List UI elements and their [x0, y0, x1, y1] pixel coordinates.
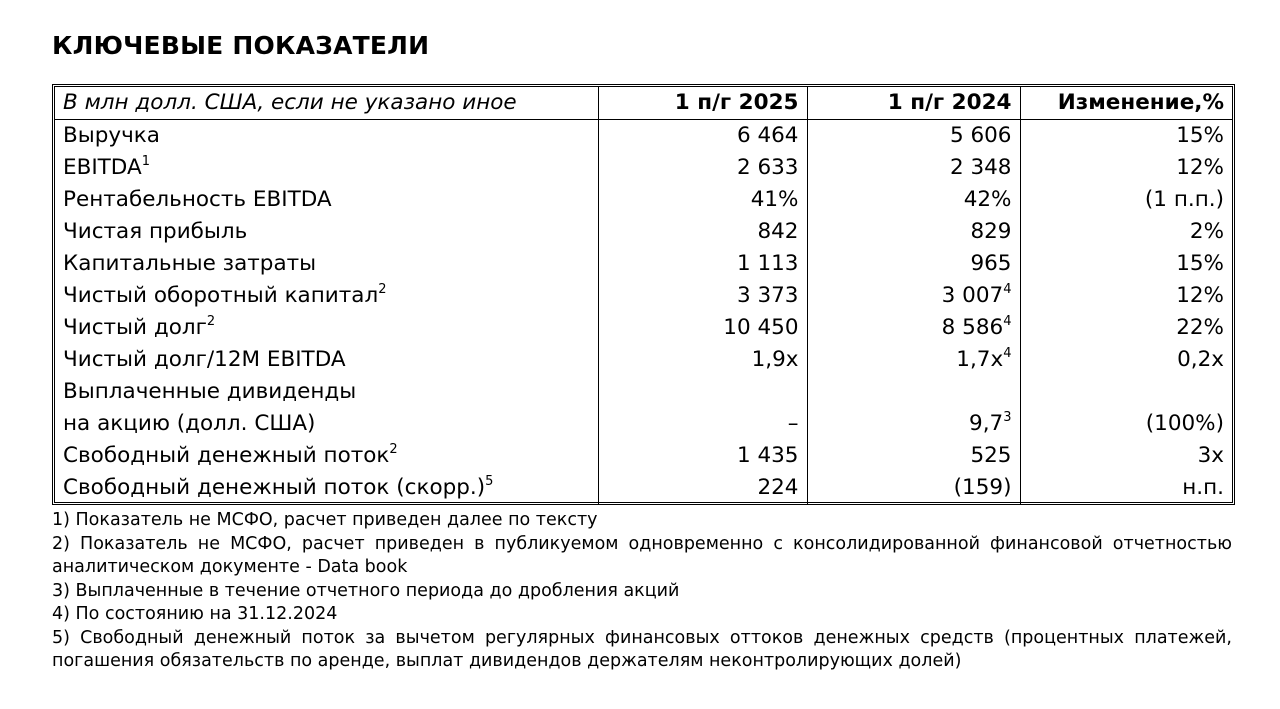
row-label-line2: на акцию (долл. США) [63, 411, 316, 436]
footnote-ref: 2 [378, 282, 387, 297]
row-label [55, 472, 598, 504]
value-2024: 829 [807, 216, 1020, 248]
header-units-label: В млн долл. США, если не указано иное [55, 87, 598, 120]
value-2024 [807, 344, 1020, 376]
value-2025: 224 [598, 472, 807, 504]
row-label-text: Чистая прибыль [63, 219, 248, 244]
value-2025: – [598, 408, 807, 440]
table-row [55, 280, 1232, 312]
value-2024-empty [807, 376, 1020, 408]
value-2024: (159) [807, 472, 1020, 504]
table-row [55, 152, 1232, 184]
row-label [55, 440, 598, 472]
footnote-ref: 2 [389, 442, 398, 457]
value-2025: 1 113 [598, 248, 807, 280]
row-label-text: Капитальные затраты [63, 251, 317, 276]
value-change: н.п. [1020, 472, 1232, 504]
value-change: 12% [1020, 280, 1232, 312]
row-label-text: Чистый долг/12M EBITDA [63, 347, 346, 372]
value-2025: 41% [598, 184, 807, 216]
value-text: 9,7 [969, 411, 1004, 436]
value-2025: 1,9x [598, 344, 807, 376]
footnote-ref: 2 [206, 314, 216, 329]
value-2025: 2 633 [598, 152, 807, 184]
row-label-text: Чистый долг [63, 315, 207, 340]
value-2025-empty [598, 376, 807, 408]
value-text: 1,7x [956, 347, 1004, 372]
value-change: (1 п.п.) [1020, 184, 1232, 216]
footnote-ref: 4 [1003, 282, 1012, 297]
table-row [55, 120, 1232, 153]
footnote-1: 1) Показатель не МСФО, расчет приведен далее по тексту [52, 510, 598, 530]
row-label [55, 216, 598, 248]
table-row [55, 472, 1232, 504]
table-header-row [55, 87, 1232, 120]
row-label [55, 248, 598, 280]
footnote-ref: 1 [141, 154, 150, 169]
value-2025: 6 464 [598, 120, 807, 153]
footnote-ref: 5 [485, 474, 494, 489]
header-col-2025: 1 п/г 2025 [598, 87, 807, 120]
table-row [55, 408, 1232, 440]
value-change: 15% [1020, 248, 1232, 280]
table-row [55, 216, 1232, 248]
value-text: 3 007 [941, 283, 1004, 308]
value-change: 22% [1020, 312, 1232, 344]
value-2025: 10 450 [598, 312, 807, 344]
value-change: 2% [1020, 216, 1232, 248]
row-label-text: Свободный денежный поток (скорр.) [63, 475, 486, 500]
value-change: 15% [1020, 120, 1232, 153]
footnotes [52, 509, 1232, 674]
row-label [55, 312, 598, 344]
footnote-ref: 4 [1003, 346, 1012, 361]
value-2024: 42% [807, 184, 1020, 216]
row-label-text: EBITDA [63, 155, 142, 180]
table-row [55, 376, 1232, 408]
footnote-4: 4) По состоянию на 31.12.2024 [52, 604, 338, 624]
header-col-change: Изменение,% [1020, 87, 1232, 120]
value-2025: 3 373 [598, 280, 807, 312]
footnote-ref: 3 [1003, 410, 1012, 425]
value-change: 3x [1020, 440, 1232, 472]
table-row [55, 344, 1232, 376]
footnote-ref: 4 [1003, 314, 1012, 329]
footnote-5: 5) Свободный денежный поток за вычетом регулярных финансовых оттоков денежных средств (процентных платежей, погашения обязательств по аренде, выплат дивидендов держателям неконтролирующих долей) [52, 627, 1232, 671]
row-label-text: Выручка [63, 123, 160, 148]
key-metrics-table [52, 84, 1235, 505]
value-2025: 1 435 [598, 440, 807, 472]
row-label [55, 280, 598, 312]
row-label [55, 184, 598, 216]
value-2025: 842 [598, 216, 807, 248]
table-row [55, 312, 1232, 344]
value-change: 12% [1020, 152, 1232, 184]
value-change-empty [1020, 376, 1232, 408]
value-2024: 965 [807, 248, 1020, 280]
row-label-text: Чистый оборотный капитал [63, 283, 379, 308]
value-text: 8 586 [941, 315, 1004, 340]
value-2024: 2 348 [807, 152, 1020, 184]
row-label [55, 344, 598, 376]
value-2024 [807, 312, 1020, 344]
table-row [55, 440, 1232, 472]
value-2024 [807, 408, 1020, 440]
table-row [55, 184, 1232, 216]
value-change: 0,2x [1020, 344, 1232, 376]
value-change: (100%) [1020, 408, 1232, 440]
row-label-text: Рентабельность EBITDA [63, 187, 332, 212]
row-label [55, 152, 598, 184]
page-title: КЛЮЧЕВЫЕ ПОКАЗАТЕЛИ [52, 31, 430, 60]
row-label: Выплаченные дивиденды [63, 379, 357, 404]
row-label [55, 120, 598, 153]
row-label-text: Свободный денежный поток [63, 443, 390, 468]
footnote-2: 2) Показатель не МСФО, расчет приведен в публикуемом одновременно с консолидированной финансовой отчетностью аналитическом документе - Data book [52, 533, 1232, 577]
footnote-3: 3) Выплаченные в течение отчетного периода до дробления акций [52, 580, 680, 601]
header-col-2024: 1 п/г 2024 [807, 87, 1020, 120]
table-row [55, 248, 1232, 280]
value-2024: 525 [807, 440, 1020, 472]
value-2024 [807, 280, 1020, 312]
value-2024: 5 606 [807, 120, 1020, 153]
